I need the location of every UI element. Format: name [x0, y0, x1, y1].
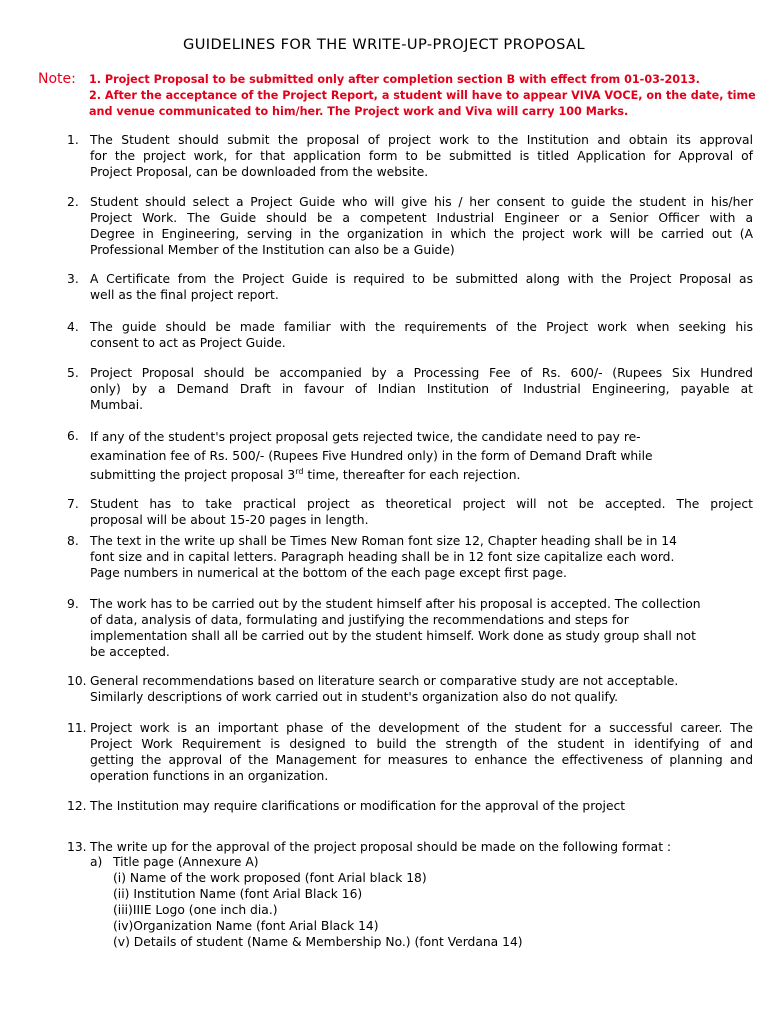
item-number: 9.: [67, 597, 79, 611]
item-text: [90, 132, 753, 180]
item-line: consent to act as Project Guide.: [90, 336, 286, 350]
note-line-2: 2. After the acceptance of the Project Report, a student will have to appear VIVA VOCE, on the date, time: [89, 89, 756, 102]
item-number: 13.: [67, 840, 87, 854]
item-text: [90, 673, 753, 705]
item-line: The guide should be made familiar with the requirements of the Project work when seeking his: [90, 320, 753, 334]
item-text: [90, 194, 753, 258]
item-number: 7.: [67, 497, 79, 511]
item-text: [90, 319, 753, 351]
item-line: be accepted.: [90, 645, 170, 659]
item-line: Page numbers in numerical at the bottom of the each page except first page.: [90, 566, 567, 580]
item-line-part: submitting the project proposal 3: [90, 468, 296, 482]
item-number: 6.: [67, 429, 79, 443]
item-line: Similarly descriptions of work carried out in student's organization also do not qualify.: [90, 690, 619, 704]
item-line: Project work is an important phase of the development of the student for a successful career. The: [90, 721, 753, 735]
item-number: 4.: [67, 320, 79, 334]
item-number: 3.: [67, 272, 79, 286]
format-subitem-2: (ii) Institution Name (font Arial Black 16): [113, 887, 363, 901]
item-line: Project Proposal, can be downloaded from the website.: [90, 165, 429, 179]
item-number: 8.: [67, 534, 79, 548]
item-text: [90, 720, 753, 784]
item-number: 1.: [67, 133, 79, 147]
item-text: [90, 428, 753, 485]
item-number: 12.: [67, 799, 87, 813]
item-line: well as the final project report.: [90, 288, 279, 302]
item-line: General recommendations based on literature search or comparative study are not acceptable.: [90, 674, 679, 688]
item-line: Degree in Engineering, serving in the organization in which the project work will be carried out (A: [90, 227, 753, 241]
note-line-3: and venue communicated to him/her. The Project work and Viva will carry 100 Marks.: [89, 105, 629, 118]
format-a-label: a): [90, 855, 103, 869]
item-text: [90, 271, 753, 303]
item-text: [90, 533, 753, 581]
item-line: implementation shall all be carried out by the student himself. Work done as study group shall not: [90, 629, 696, 643]
item-number: 5.: [67, 366, 79, 380]
item-line: operation functions in an organization.: [90, 769, 329, 783]
item-line: proposal will be about 15-20 pages in length.: [90, 513, 369, 527]
item-line: The Institution may require clarifications or modification for the approval of the project: [90, 799, 626, 813]
item-line: The text in the write up shall be Times New Roman font size 12, Chapter heading shall be in 14: [90, 534, 677, 548]
item-line: The work has to be carried out by the student himself after his proposal is accepted. The collection: [90, 597, 701, 611]
item-line: getting the approval of the Management for measures to enhance the effectiveness of planning and: [90, 753, 753, 767]
item-line: font size and in capital letters. Paragraph heading shall be in 12 font size capitalize each word.: [90, 550, 675, 564]
item-line: for the project work, for that application form to be submitted is titled Application for Approval of: [90, 149, 753, 163]
item-line: The write up for the approval of the project proposal should be made on the following format :: [90, 840, 672, 854]
item-line-part: time, thereafter for each rejection.: [303, 468, 521, 482]
note-line-1: 1. Project Proposal to be submitted only after completion section B with effect from 01-03-2013.: [89, 73, 700, 86]
format-subitem-4: (iv)Organization Name (font Arial Black 14): [113, 919, 379, 933]
page-title: GUIDELINES FOR THE WRITE-UP-PROJECT PROPOSAL: [183, 36, 585, 53]
item-line: Student should select a Project Guide who will give his / her consent to guide the student in his/her: [90, 195, 753, 209]
format-subitem-3: (iii)IIIE Logo (one inch dia.): [113, 903, 278, 917]
item-line: Professional Member of the Institution can also be a Guide): [90, 243, 455, 257]
item-text: [90, 839, 753, 855]
item-line: Project Work. The Guide should be a competent Industrial Engineer or a Senior Officer with a: [90, 211, 753, 225]
item-line: Mumbai.: [90, 398, 144, 412]
format-subitem-5: (v) Details of student (Name & Membership No.) (font Verdana 14): [113, 935, 523, 949]
note-label: Note:: [38, 71, 76, 87]
superscript: rd: [295, 466, 304, 476]
item-text: [90, 596, 753, 660]
item-number: 10.: [67, 674, 87, 688]
format-a-text: Title page (Annexure A): [113, 855, 259, 869]
item-text: [90, 496, 753, 528]
item-line: Project Work Requirement is designed to build the strength of the student in identifying of and: [90, 737, 753, 751]
item-text: [90, 365, 753, 413]
item-line: Student has to take practical project as theoretical project will not be accepted. The project: [90, 497, 753, 511]
item-number: 2.: [67, 195, 79, 209]
format-subitem-1: (i) Name of the work proposed (font Arial black 18): [113, 871, 427, 885]
item-line: The Student should submit the proposal of project work to the Institution and obtain its approval: [90, 133, 753, 147]
item-line: of data, analysis of data, formulating and justifying the recommendations and steps for: [90, 613, 629, 627]
item-number: 11.: [67, 721, 87, 735]
item-text: [90, 798, 753, 814]
item-line: [90, 466, 753, 485]
item-line: If any of the student's project proposal gets rejected twice, the candidate need to pay re-: [90, 430, 641, 444]
item-line: only) by a Demand Draft in favour of Indian Institution of Industrial Engineering, payable at: [90, 382, 753, 396]
item-line: A Certificate from the Project Guide is required to be submitted along with the Project Proposal as: [90, 272, 753, 286]
item-line: examination fee of Rs. 500/- (Rupees Five Hundred only) in the form of Demand Draft while: [90, 449, 653, 463]
item-line: Project Proposal should be accompanied by a Processing Fee of Rs. 600/- (Rupees Six Hundred: [90, 366, 753, 380]
